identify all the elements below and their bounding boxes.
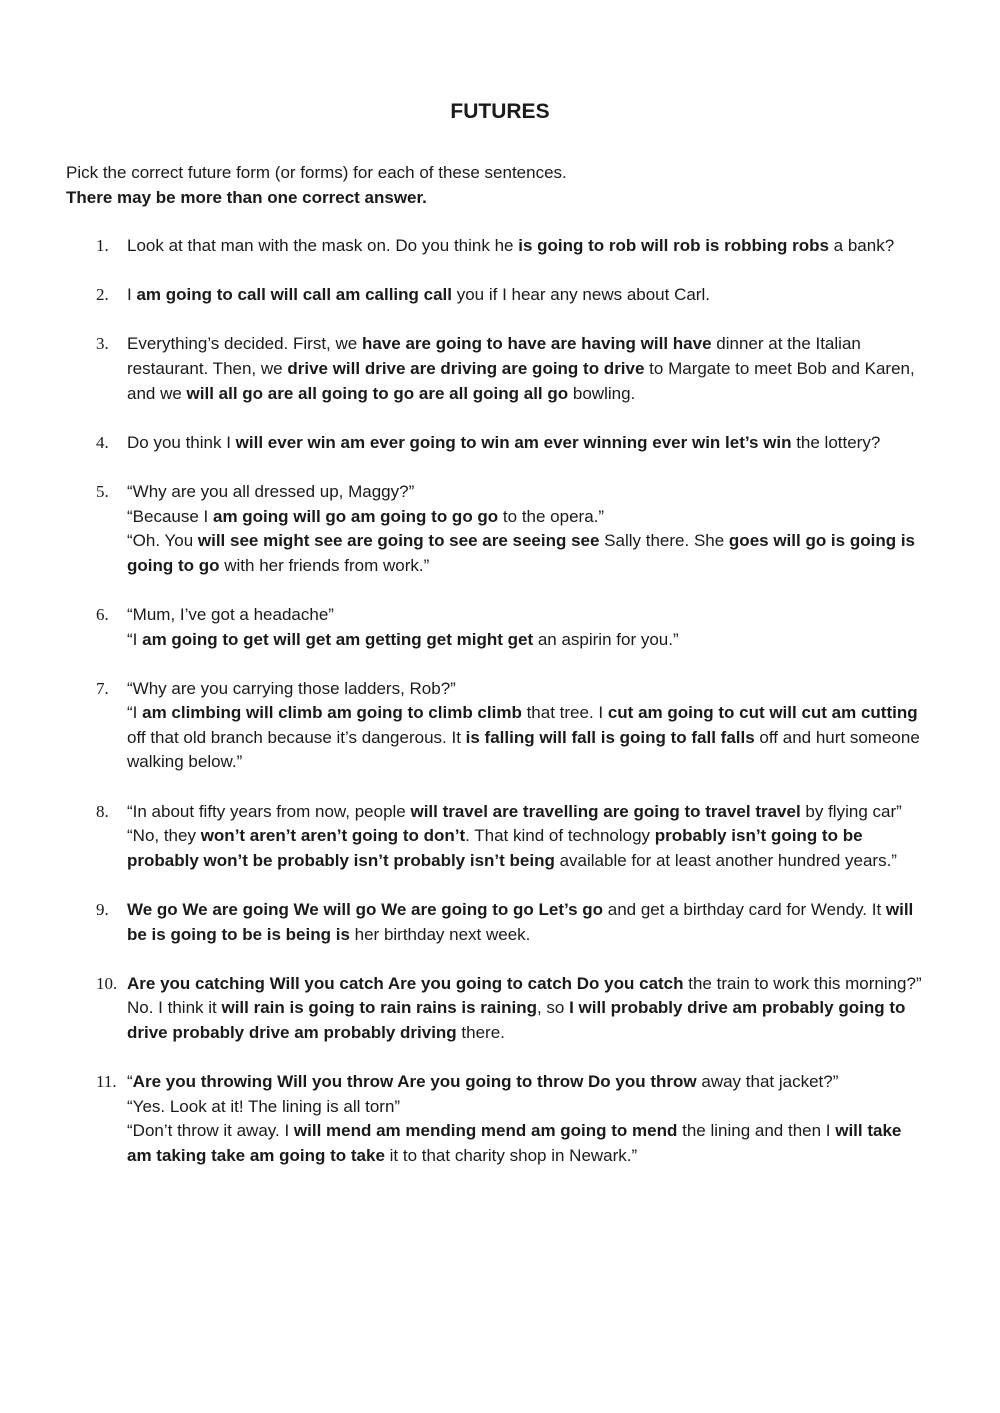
question-line [127,431,930,456]
question-item [0,972,930,1046]
answer-options[interactable]: won’t aren’t aren’t going to don’t [200,826,466,846]
question-item [0,480,930,578]
question-line [127,234,930,259]
question-text: away that jacket?” [696,1072,839,1092]
answer-options[interactable]: have are going to have are having will have [361,334,712,354]
question-line [127,283,930,308]
question-text: an aspirin for you.” [533,629,679,649]
question-text: “Don’t throw it away. I [127,1121,294,1141]
question-line [127,898,930,947]
instructions [66,161,946,210]
question-item [0,431,930,456]
question-number: 11. [96,1072,117,1092]
question-line [127,1119,930,1168]
question-line [127,824,930,873]
question-text: off and hurt someone walking below.” [127,727,920,772]
question-text: Everything’s decided. First, we [127,334,362,354]
question-item [0,332,930,406]
answer-options[interactable]: will all go are all going to go are all going all go [186,383,569,403]
answer-options[interactable]: is going to rob will rob is robbing robs [518,236,829,255]
question-number: 8. [96,801,109,821]
answer-options[interactable]: cut am going to cut will cut am cutting [607,703,918,723]
question-text: Do you think I [127,432,236,452]
answer-options[interactable]: is falling will fall is going to fall falls [465,727,755,747]
instructions-line: Pick the correct future form (or forms) for each of these sentences. [66,163,567,182]
question-text: “In about fifty years from now, people [127,801,411,821]
answer-options[interactable]: will rain is going to rain rains is raining [221,998,537,1018]
answer-options[interactable]: We go We are going We will go We are going to go Let’s go [127,900,604,920]
question-text: a bank? [828,236,895,255]
question-text: that tree. I [521,703,608,723]
question-text: to the opera.” [498,506,605,526]
answer-options[interactable]: am climbing will climb am going to climb climb [142,703,522,723]
question-number: 2. [96,285,109,305]
question-line [127,480,930,505]
question-text: bowling. [568,383,636,403]
answer-options[interactable]: am going to get will get am getting get might get [142,629,534,649]
answer-options[interactable]: will take am taking take am going to take [127,1121,902,1165]
question-text: “Oh. You [127,531,198,551]
question-text: the train to work this morning?” [683,973,922,993]
question-text: . That kind of technology [465,826,655,846]
question-text: by flying car” [800,801,902,821]
question-text: you if I hear any news about Carl. [452,285,710,305]
question-item [0,677,930,775]
question-text: it to that charity shop in Newark.” [384,1145,638,1165]
answer-options[interactable]: I will probably drive am probably going to drive probably drive am probably driving [127,998,906,1042]
question-line [127,1095,930,1120]
answer-options[interactable]: am going to call will call am calling call [136,285,452,305]
question-text: “Why are you carrying those ladders, Rob?” [127,678,456,698]
answer-options[interactable]: will mend am mending mend am going to mend [293,1121,678,1141]
question-text: “I [127,703,143,723]
answer-options[interactable]: Are you throwing Will you throw Are you going to throw Do you throw [132,1072,697,1092]
question-line [127,505,930,530]
answer-options[interactable]: drive will drive are driving are going to drive [287,358,645,378]
question-line [127,800,930,825]
question-text: “Mum, I’ve got a headache” [127,604,334,624]
question-item [0,898,930,947]
question-number: 1. [96,236,109,255]
question-line [127,677,930,702]
question-text: with her friends from work.” [219,555,430,575]
question-line [127,1070,930,1095]
answer-options[interactable]: goes will go is going is going to go [127,531,915,575]
answer-options[interactable]: will see might see are going to see are seeing see [197,531,600,551]
question-text: her birthday next week. [349,924,531,944]
question-line [127,628,930,653]
answer-options[interactable]: am going will go am going to go go [213,506,499,526]
question-number: 3. [96,334,109,354]
question-text: Sally there. She [599,531,729,551]
question-item [0,800,930,874]
instructions-note: There may be more than one correct answer. [66,187,427,207]
question-text: I [127,285,137,305]
question-text: “Yes. Look at it! The lining is all torn” [127,1096,401,1116]
question-item [0,603,930,652]
question-item [0,234,930,259]
question-line [127,996,930,1045]
question-text: off that old branch because it’s dangerous. It [127,727,466,747]
question-text: No. I think it [127,998,222,1018]
question-text: “No, they [127,826,201,846]
question-text: “Because I [127,506,213,526]
question-item [0,1070,930,1168]
question-text: “Why are you all dressed up, Maggy?” [127,481,415,501]
question-line [127,603,930,628]
question-text: dinner at the Italian restaurant. Then, we [127,334,861,378]
question-item [0,283,930,308]
question-text: to Margate to meet Bob and Karen, and we [127,358,915,403]
question-line [127,972,930,997]
answer-options[interactable]: will be is going to be is being is [127,900,914,944]
question-text: “I [127,629,143,649]
answer-options[interactable]: will travel are travelling are going to travel travel [410,801,801,821]
question-text: “ [127,1072,133,1092]
question-text: available for at least another hundred years.” [554,850,897,870]
question-text: , so [536,998,570,1018]
question-number: 4. [96,432,109,452]
question-line [127,529,930,578]
answer-options[interactable]: Are you catching Will you catch Are you going to catch Do you catch [127,973,684,993]
question-text: the lottery? [791,432,881,452]
question-text: and get a birthday card for Wendy. It [603,900,886,920]
question-text: the lining and then I [677,1121,836,1141]
question-number: 7. [96,678,109,698]
question-number: 10. [96,973,118,993]
question-number: 5. [96,481,109,501]
question-number: 6. [96,604,109,624]
question-line [127,332,930,406]
question-text: Look at that man with the mask on. Do you think he [127,236,519,255]
question-line [127,701,930,775]
question-list [0,234,1000,1193]
page-title: FUTURES [450,100,550,123]
answer-options[interactable]: probably isn’t going to be probably won’t be probably isn’t probably isn’t being [127,826,863,870]
question-text: there. [456,1023,505,1042]
answer-options[interactable]: will ever win am ever going to win am ever winning ever win let’s win [235,432,792,452]
question-number: 9. [96,900,109,920]
